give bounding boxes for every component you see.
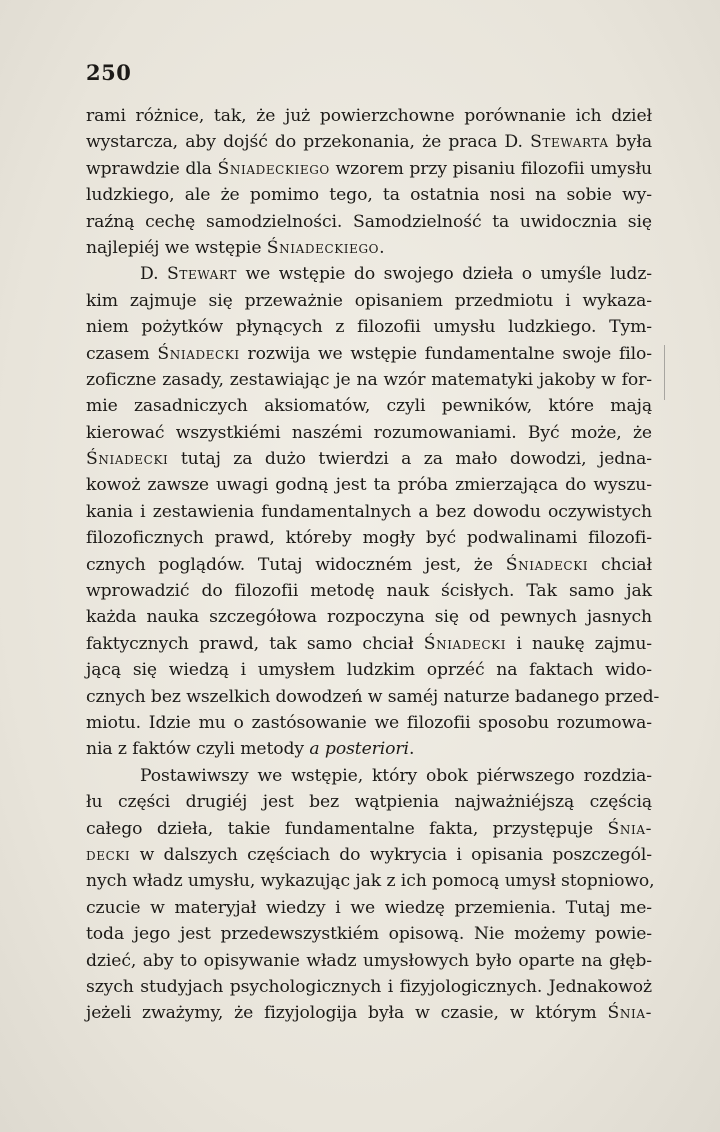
text-segment: D. xyxy=(140,264,167,285)
text-segment: dzieć, aby to opisywanie władz umysłowych było oparte na głęb- xyxy=(86,950,652,971)
text-segment: w dalszych częściach do wykrycia i opisania poszczegól- xyxy=(130,844,652,865)
text-segment: szych studyjach psychologicznych i fizyjologicznych. Jednakowoż xyxy=(86,976,652,997)
text-segment: we wstępie do swojego dzieła o umyśle ludz- xyxy=(236,264,652,285)
text-segment: kierować wszystkiémi naszémi rozumowaniami. Być może, że xyxy=(86,422,652,443)
text-segment: wystarcza, aby dojść do przekonania, że praca D. xyxy=(86,132,531,153)
text-segment: wzorem przy pisaniu filozofii umysłu xyxy=(329,158,653,179)
author-name: Stewarta xyxy=(530,132,609,153)
text-line xyxy=(86,895,652,921)
text-segment: nych władz umysłu, wykazując jak z ich pomocą umysł stopniowo, xyxy=(86,871,655,892)
text-line xyxy=(86,552,652,578)
text-segment: niem pożytków płynących z filozofii umysłu ludzkiego. Tym- xyxy=(86,317,652,338)
text-segment: nia z faktów czyli metody xyxy=(86,739,310,760)
text-segment: kania i zestawienia fundamentalnych a bez dowodu oczywistych xyxy=(86,501,652,522)
page-number: 250 xyxy=(86,60,132,85)
text-segment: . xyxy=(408,739,415,760)
text-segment: . xyxy=(379,237,385,258)
text-segment: cznych poglądów. Tutaj widoczném jest, że xyxy=(86,554,506,575)
text-segment: czucie w materyjał wiedzy i we wiedzę przemienia. Tutaj me- xyxy=(86,897,652,918)
text-line xyxy=(86,525,652,551)
text-segment: wprawdzie dla xyxy=(86,158,218,179)
text-segment: filozoficznych prawd, któreby mogły być podwalinami filozofi- xyxy=(86,528,652,549)
author-name: Śniadecki xyxy=(157,343,240,364)
text-segment: najlepiéj we wstępie xyxy=(86,237,267,258)
text-segment: tutaj za dużo twierdzi a za mało dowodzi, jedna- xyxy=(168,449,652,470)
text-segment: rami różnice, tak, że już powierzchowne porównanie ich dzieł xyxy=(86,106,652,126)
text-segment: każda nauka szczegółowa rozpoczyna się od pewnych jasnych xyxy=(86,607,652,628)
text-line xyxy=(86,129,652,155)
author-name: Śniadeckiego xyxy=(217,158,330,179)
text-segment: miotu. Idzie mu o zastósowanie we filozofii sposobu rozumowa- xyxy=(86,712,652,733)
text-line xyxy=(86,816,652,842)
text-line xyxy=(86,604,652,630)
text-line xyxy=(86,446,652,472)
text-segment: jącą się wiedzą i umysłem ludzkim oprzéć na faktach wido- xyxy=(86,660,652,681)
text-segment: faktycznych prawd, tak samo chciał xyxy=(86,633,424,654)
text-line xyxy=(86,420,652,446)
text-line xyxy=(86,789,652,815)
author-name: Śnia- xyxy=(607,1003,652,1024)
text-line xyxy=(86,684,660,710)
author-name: decki xyxy=(86,844,131,865)
text-segment: kim zajmuje się przeważnie opisaniem przedmiotu i wykaza- xyxy=(86,290,652,311)
text-line xyxy=(86,103,652,129)
text-segment: mie zasadniczych aksiomatów, czyli pewników, które mają xyxy=(86,396,652,417)
text-line xyxy=(86,1000,652,1026)
text-segment: była xyxy=(608,132,653,153)
text-line xyxy=(86,868,655,894)
author-name: Śniadecki xyxy=(423,633,507,654)
author-name: Stewart xyxy=(167,264,237,285)
text-segment: raźną cechę samodzielności. Samodzielność ta uwidocznia się xyxy=(86,211,652,232)
text-segment: zoficzne zasady, zestawiając je na wzór matematyki jakoby w for- xyxy=(86,369,652,390)
author-name: Śnia- xyxy=(607,818,652,839)
text-line xyxy=(86,341,652,367)
text-line xyxy=(86,948,652,974)
text-line xyxy=(86,209,652,235)
text-line xyxy=(86,657,652,683)
text-line xyxy=(86,710,652,736)
text-line xyxy=(86,156,652,182)
text-line xyxy=(86,842,652,868)
text-segment: Postawiwszy we wstępie, który obok piérwszego rozdzia- xyxy=(140,765,652,786)
text-line xyxy=(86,393,652,419)
text-line xyxy=(86,235,652,261)
text-segment: kowoż zawsze uwagi godną jest ta próba zmierzająca do wyszu- xyxy=(86,475,652,496)
text-line xyxy=(86,261,652,287)
text-line xyxy=(86,763,652,789)
body-text xyxy=(86,103,660,1027)
text-segment: ludzkiego, ale że pomimo tego, ta ostatnia nosi na sobie wy- xyxy=(86,185,652,206)
text-segment: łu części drugiéj jest bez wątpienia najważniéjszą częścią xyxy=(86,792,652,813)
text-line xyxy=(86,578,652,604)
text-line xyxy=(86,182,652,208)
author-name: Śniadecki xyxy=(86,449,169,470)
emphasis-text: a posteriori xyxy=(309,739,409,760)
text-segment: i naukę zajmu- xyxy=(506,633,652,654)
text-segment: czasem xyxy=(86,343,158,364)
text-line xyxy=(86,736,652,762)
text-segment: rozwija we wstępie fundamentalne swoje filo- xyxy=(239,343,652,364)
text-line xyxy=(86,288,652,314)
text-line xyxy=(86,921,652,947)
text-segment: całego dzieła, takie fundamentalne fakta, przystępuje xyxy=(86,818,608,839)
text-line xyxy=(86,499,652,525)
text-segment: toda jego jest przedewszystkiém opisową. Nie możemy powie- xyxy=(86,924,652,945)
margin-bracket-mark xyxy=(664,345,671,400)
text-segment: chciał xyxy=(588,554,652,575)
text-line xyxy=(86,314,652,340)
text-line xyxy=(86,367,652,393)
text-segment: cznych bez wszelkich dowodzeń w saméj naturze badanego przed- xyxy=(86,686,660,707)
text-segment: wprowadzić do filozofii metodę nauk ścisłych. Tak samo jak xyxy=(86,581,652,602)
text-segment: jeżeli zważymy, że fizyjologija była w czasie, w którym xyxy=(86,1003,608,1024)
author-name: Śniadecki xyxy=(505,554,589,575)
author-name: Śniadeckiego xyxy=(266,237,380,258)
text-line xyxy=(86,631,652,657)
text-line xyxy=(86,472,652,498)
text-line xyxy=(86,974,652,1000)
